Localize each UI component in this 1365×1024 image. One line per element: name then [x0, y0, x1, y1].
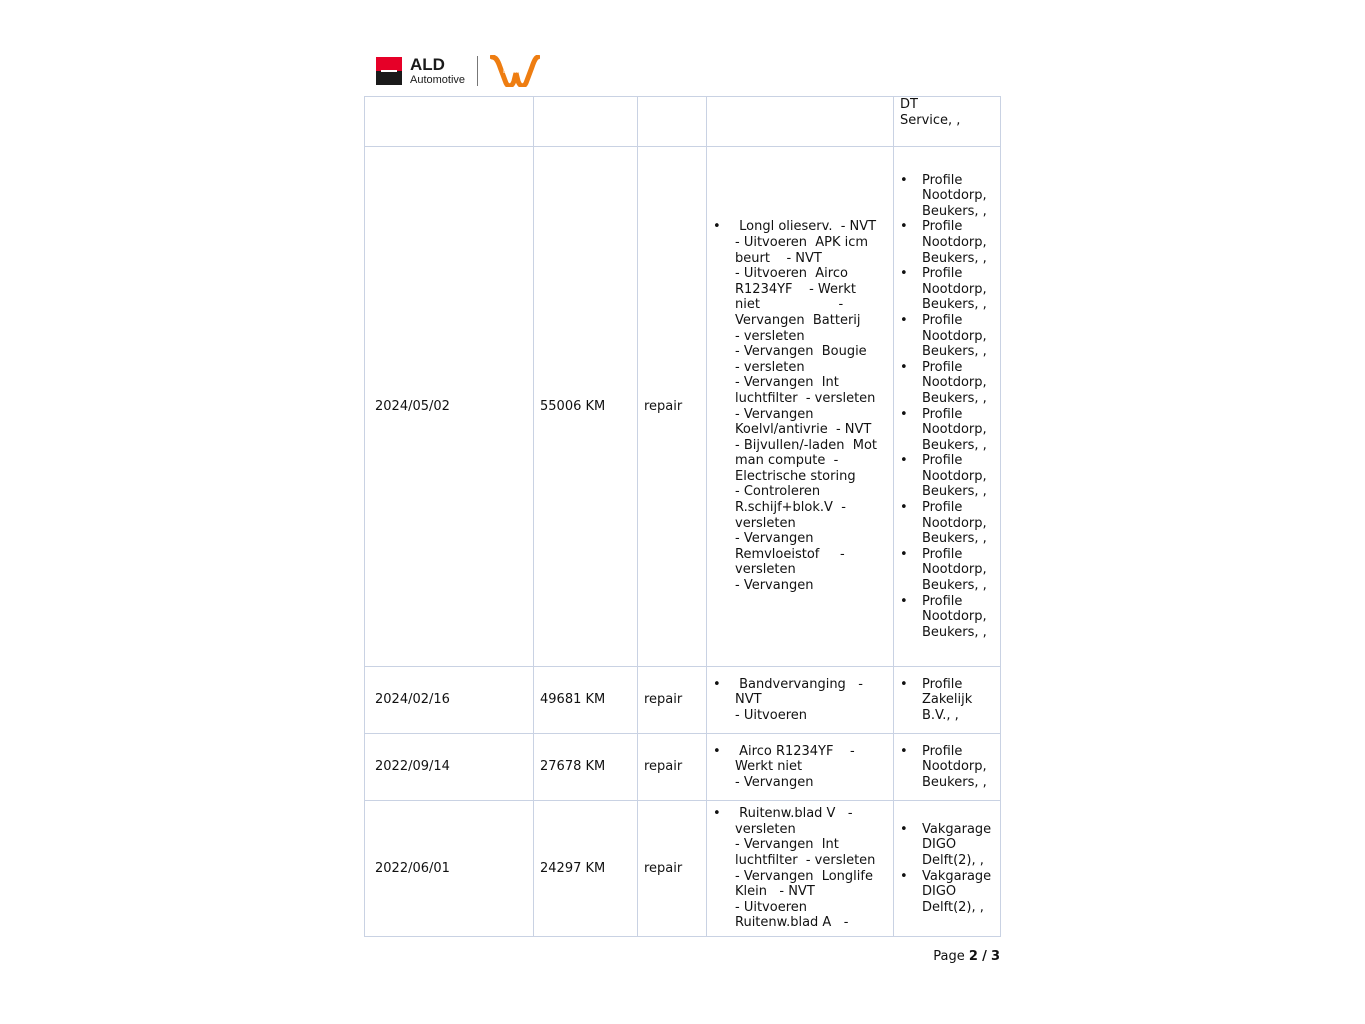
garage-item: • Profile Nootdorp, Beukers, ,: [922, 453, 996, 500]
description-cell: [707, 667, 894, 734]
garage-item: • Profile Nootdorp, Beukers, ,: [922, 547, 996, 594]
maintenance-history-table: [364, 96, 1001, 937]
service-type-cell: repair: [638, 667, 707, 734]
service-date-cell: 2024/02/16: [365, 667, 534, 734]
table-row: [365, 667, 1001, 734]
description-line: beurt - NVT: [735, 250, 822, 266]
description-item: [735, 744, 887, 791]
ald-logo-text: [410, 56, 465, 86]
page-label: Page: [933, 949, 965, 964]
service-date-cell: [365, 97, 534, 147]
garage-name: DT: [900, 97, 918, 112]
description-line: niet -: [735, 297, 844, 313]
description-line: versleten: [735, 515, 796, 531]
description-line: - Bijvullen/-laden Mot: [735, 437, 878, 453]
table-row: [365, 734, 1001, 801]
garage-list: [900, 744, 996, 791]
description-line: - Vervangen Int: [735, 375, 839, 391]
description-line: Ruitenw.blad A -: [735, 915, 849, 931]
mileage-cell: 49681 KM: [534, 667, 638, 734]
description-line: - Controleren: [735, 484, 821, 500]
description-line: R1234YF - Werkt: [735, 281, 856, 297]
page-separator: /: [982, 949, 987, 964]
service-type-cell: repair: [638, 801, 707, 937]
document-header: [376, 54, 540, 88]
description-line: versleten: [735, 821, 796, 837]
page-current: 2: [968, 949, 978, 964]
garage-cell: [894, 734, 1001, 801]
description-cell: [707, 801, 894, 937]
garage-item: • Profile Nootdorp, Beukers, ,: [922, 266, 996, 313]
description-item: [735, 806, 887, 931]
mileage-cell: 55006 KM: [534, 147, 638, 667]
service-date-cell: 2022/09/14: [365, 734, 534, 801]
description-line: - Uitvoeren: [735, 707, 807, 723]
description-line: Vervangen Batterij: [735, 312, 861, 328]
garage-cell: [894, 667, 1001, 734]
description-line: Werkt niet: [735, 759, 803, 775]
table-row: [365, 97, 1001, 147]
mileage-cell: 24297 KM: [534, 801, 638, 937]
garage-item: • Profile Nootdorp, Beukers, ,: [922, 500, 996, 547]
description-line: - Vervangen Int: [735, 837, 839, 853]
garage-item: • Profile Zakelijk B.V., ,: [922, 677, 996, 724]
description-line: - Vervangen Bougie: [735, 344, 867, 360]
description-line: • Ruitenw.blad V -: [735, 806, 853, 822]
description-line: Klein - NVT: [735, 884, 815, 900]
description-cell: [707, 147, 894, 667]
ald-logo-icon: [376, 57, 402, 85]
description-line: • Longl olieserv. - NVT: [735, 219, 877, 235]
garage-item: • Profile Nootdorp, Beukers, ,: [922, 744, 996, 791]
description-cell: [707, 97, 894, 147]
description-line: NVT: [735, 692, 762, 708]
garage-item: • Vakgarage DIGO Delft(2), ,: [922, 869, 996, 916]
description-line: Remvloeistof -: [735, 546, 845, 562]
mileage-cell: 27678 KM: [534, 734, 638, 801]
description-item: [735, 219, 887, 593]
description-line: - Vervangen: [735, 531, 814, 547]
garage-item: • Vakgarage DIGO Delft(2), ,: [922, 822, 996, 869]
description-line: - Uitvoeren APK icm: [735, 234, 869, 250]
table-body: [365, 97, 1001, 937]
description-list: [713, 677, 887, 724]
description-line: versleten: [735, 562, 796, 578]
description-line: - Uitvoeren: [735, 899, 807, 915]
garage-item: • Profile Nootdorp, Beukers, ,: [922, 594, 996, 641]
description-line: Electrische storing: [735, 468, 856, 484]
description-line: - Vervangen: [735, 406, 814, 422]
service-date-cell: 2024/05/02: [365, 147, 534, 667]
description-line: - versleten: [735, 328, 805, 344]
garage-list: [900, 822, 996, 916]
table-row: [365, 147, 1001, 667]
description-line: • Airco R1234YF -: [735, 743, 855, 759]
description-line: • Bandvervanging -: [735, 676, 863, 692]
ald-brand-sub: Automotive: [410, 74, 466, 86]
description-line: - Vervangen: [735, 774, 814, 790]
garage-item: • Profile Nootdorp, Beukers, ,: [922, 407, 996, 454]
garage-list: [900, 173, 996, 641]
service-type-cell: [638, 97, 707, 147]
table-row: [365, 801, 1001, 937]
garage-cell: [894, 801, 1001, 937]
service-date-cell: 2022/06/01: [365, 801, 534, 937]
svg-text:LeasePlan: LeasePlan: [503, 69, 527, 75]
garage-list: [900, 677, 996, 724]
description-cell: [707, 734, 894, 801]
garage-item: • Profile Nootdorp, Beukers, ,: [922, 173, 996, 220]
garage-cell: [894, 97, 1001, 147]
garage-item: • Profile Nootdorp, Beukers, ,: [922, 360, 996, 407]
logo-divider: [477, 56, 478, 86]
description-line: - Vervangen Longlife: [735, 868, 873, 884]
description-line: - Uitvoeren Airco: [735, 266, 848, 282]
description-item: [735, 677, 887, 724]
page-number: [933, 949, 1000, 964]
mileage-cell: [534, 97, 638, 147]
garage-cell: [894, 147, 1001, 667]
description-list: [713, 744, 887, 791]
description-line: R.schijf+blok.V -: [735, 500, 846, 516]
garage-item: • Profile Nootdorp, Beukers, ,: [922, 219, 996, 266]
garage-name: Service, ,: [900, 112, 961, 128]
description-line: man compute -: [735, 453, 839, 469]
description-line: - Vervangen: [735, 578, 814, 594]
ald-brand-main: ALD: [410, 55, 445, 74]
description-line: luchtfilter - versleten: [735, 390, 876, 406]
garage-item: • Profile Nootdorp, Beukers, ,: [922, 313, 996, 360]
description-list: [713, 219, 887, 593]
description-line: Koelvl/antivrie - NVT: [735, 422, 872, 438]
description-line: - versleten: [735, 359, 805, 375]
leaseplan-logo-icon: [490, 55, 540, 87]
description-line: luchtfilter - versleten: [735, 852, 876, 868]
description-list: [713, 806, 887, 931]
service-type-cell: repair: [638, 734, 707, 801]
page-total: 3: [990, 949, 1000, 964]
service-type-cell: repair: [638, 147, 707, 667]
